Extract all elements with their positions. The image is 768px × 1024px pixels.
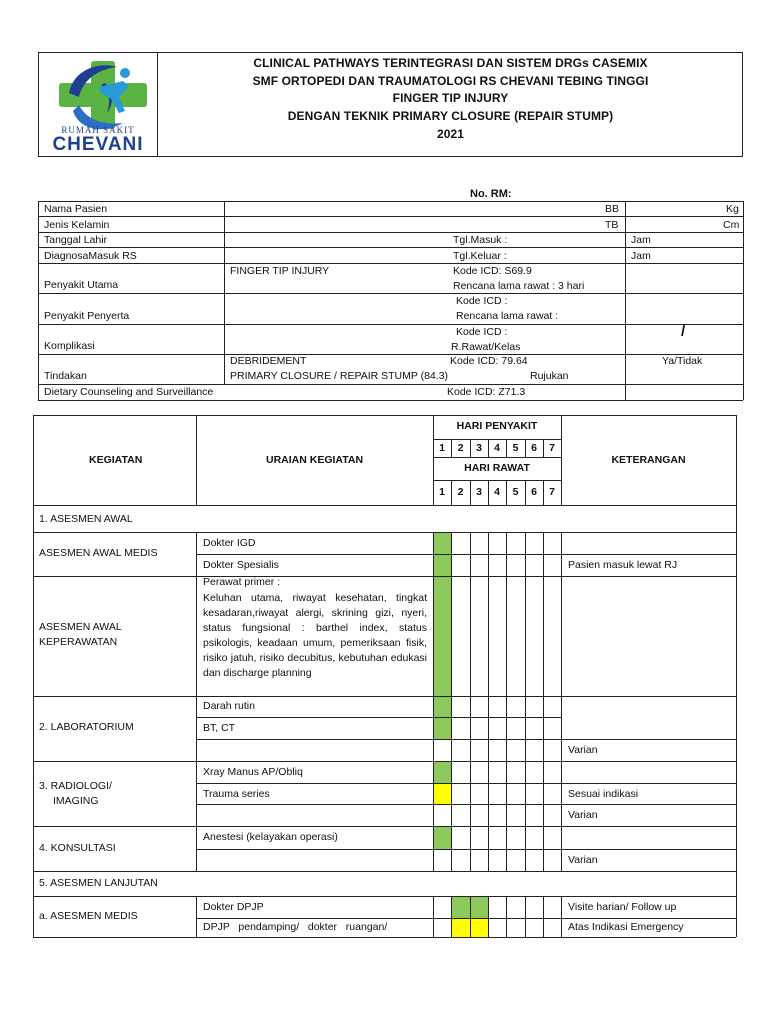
- logo-cell: [39, 53, 158, 156]
- kg-label: Kg: [726, 203, 739, 215]
- varian-radiologi: Varian: [568, 809, 598, 821]
- section-asesmen-awal: 1. ASESMEN AWAL: [39, 513, 133, 525]
- jenis-kelamin-label: Jenis Kelamin: [44, 219, 110, 231]
- penyakit-utama-label: Penyakit Utama: [44, 279, 119, 291]
- hari-penyakit-header: HARI PENYAKIT: [456, 420, 538, 432]
- kegiatan-header: KEGIATAN: [89, 454, 143, 466]
- jam-masuk-label: Jam: [631, 234, 651, 246]
- rawat-kelas-slash: /: [681, 323, 686, 340]
- perawat-primer-detail: Keluhan utama, riwayat kesehatan, tingkat kesadaran,riwayat alergi, skrining gizi, nyeri, status fungsional : barthel index, status psikologis, keadaan umum, pemeriksaan fisik, risiko jatuh, risiko decubitus, kebutuhan edukasi dan discharge planning: [203, 592, 427, 680]
- rencana-lama-rawat-penyerta: Rencana lama rawat :: [456, 310, 559, 322]
- uraian-header: URAIAN KEGIATAN: [266, 454, 364, 466]
- title-line-1: CLINICAL PATHWAYS TERINTEGRASI DAN SISTEM DRGs CASEMIX: [253, 56, 648, 70]
- asesmen-keperawatan-label-1: ASESMEN AWAL: [39, 621, 122, 633]
- anestesi: Anestesi (kelayakan operasi): [203, 831, 338, 843]
- tgl-keluar-label: Tgl.Keluar :: [453, 250, 507, 262]
- sesuai-indikasi-note: Sesuai indikasi: [568, 788, 639, 800]
- komplikasi-label: Komplikasi: [44, 340, 95, 352]
- title-cell: [159, 53, 742, 156]
- cm-label: Cm: [723, 219, 740, 231]
- bt-ct: BT, CT: [203, 722, 236, 734]
- hari-penyakit-day-4: 4: [494, 442, 500, 454]
- section-asesmen-lanjutan: 5. ASESMEN LANJUTAN: [39, 877, 158, 889]
- konsultasi-label: 4. KONSULTASI: [39, 842, 116, 854]
- title-line-5: 2021: [436, 127, 465, 141]
- finger-tip-value: FINGER TIP INJURY: [230, 265, 330, 277]
- title-line-3: FINGER TIP INJURY: [392, 91, 509, 105]
- asesmen-medis-label: a. ASESMEN MEDIS: [39, 910, 138, 922]
- dokter-dpjp: Dokter DPJP: [203, 901, 264, 913]
- hari-rawat-day-2: 2: [457, 486, 464, 498]
- penyakit-penyerta-label: Penyakit Penyerta: [44, 310, 130, 322]
- no-rm-label: No. RM:: [470, 188, 512, 200]
- kode-icd-tindakan: Kode ICD: 79.64: [450, 355, 528, 367]
- bb-label: BB: [605, 203, 620, 215]
- hari-penyakit-day-7: 7: [549, 442, 555, 454]
- hari-rawat-header: HARI RAWAT: [464, 462, 530, 474]
- debridement-value: DEBRIDEMENT: [230, 355, 307, 367]
- hari-rawat-day-3: 3: [476, 486, 482, 498]
- hari-rawat-day-6: 6: [531, 486, 537, 498]
- hari-penyakit-day-3: 3: [476, 442, 482, 454]
- hari-penyakit-day-6: 6: [531, 442, 537, 454]
- title-line-2: SMF ORTOPEDI DAN TRAUMATOLOGI RS CHEVANI TEBING TINGGI: [252, 74, 649, 88]
- hari-rawat-day-1: 1: [439, 486, 445, 498]
- asesmen-awal-medis-label: ASESMEN AWAL MEDIS: [39, 547, 158, 559]
- laboratorium-label: 2. LABORATORIUM: [39, 721, 134, 733]
- kode-icd-komplikasi: Kode ICD :: [456, 326, 508, 338]
- dietary-label: Dietary Counseling and Surveillance: [44, 386, 214, 398]
- darah-rutin: Darah rutin: [203, 700, 255, 712]
- radiologi-label-2: IMAGING: [53, 795, 99, 807]
- title-line-4: DENGAN TEKNIK PRIMARY CLOSURE (REPAIR STUMP): [287, 109, 614, 123]
- hari-penyakit-day-2: 2: [457, 442, 464, 454]
- document-header: [38, 52, 743, 157]
- kode-icd-utama: Kode ICD: S69.9: [453, 265, 532, 277]
- dokter-spesialis: Dokter Spesialis: [203, 559, 279, 571]
- clinical-pathway-table: [33, 415, 736, 937]
- rencana-lama-rawat-utama: Rencana lama rawat : 3 hari: [453, 280, 585, 292]
- hari-rawat-day-7: 7: [549, 486, 555, 498]
- pasien-masuk-note: Pasien masuk lewat RJ: [568, 559, 678, 571]
- logo-text-large: CHEVANI: [52, 134, 144, 155]
- visite-harian-note: Visite harian/ Follow up: [568, 901, 677, 913]
- varian-konsultasi: Varian: [568, 854, 598, 866]
- tb-label: TB: [605, 219, 619, 231]
- hari-rawat-day-5: 5: [512, 486, 519, 498]
- kode-icd-dietary: Kode ICD: Z71.3: [447, 386, 526, 398]
- dpjp-pendamping: DPJP pendamping/ dokter ruangan/: [203, 921, 388, 933]
- asesmen-keperawatan-label-2: KEPERAWATAN: [39, 636, 118, 648]
- diagnosa-label: DiagnosaMasuk RS: [44, 250, 137, 262]
- hari-penyakit-day-1: 1: [439, 442, 445, 454]
- dokter-igd: Dokter IGD: [203, 537, 256, 549]
- radiologi-label-1: 3. RADIOLOGI/: [39, 780, 112, 792]
- perawat-primer-label: Perawat primer :: [203, 576, 281, 588]
- keterangan-header: KETERANGAN: [611, 454, 686, 466]
- ya-tidak-label: Ya/Tidak: [662, 355, 703, 367]
- varian-laboratorium: Varian: [568, 744, 598, 756]
- rujukan-label: Rujukan: [530, 370, 569, 382]
- nama-pasien-label: Nama Pasien: [44, 203, 108, 215]
- atas-indikasi-note: Atas Indikasi Emergency: [568, 921, 684, 933]
- trauma-series: Trauma series: [203, 788, 270, 800]
- primary-closure-value: PRIMARY CLOSURE / REPAIR STUMP (84.3): [230, 370, 449, 382]
- tindakan-label: Tindakan: [44, 370, 87, 382]
- tanggal-lahir-label: Tanggal Lahir: [44, 234, 108, 246]
- hari-rawat-day-4: 4: [494, 486, 500, 498]
- xray-manus: Xray Manus AP/Obliq: [203, 766, 303, 778]
- logo-text-small: RUMAH SAKIT: [61, 125, 135, 135]
- patient-info-table: [38, 201, 743, 400]
- kode-icd-penyerta: Kode ICD :: [456, 295, 508, 307]
- hari-penyakit-day-5: 5: [512, 442, 519, 454]
- rawat-kelas-label: R.Rawat/Kelas: [451, 341, 521, 353]
- jam-keluar-label: Jam: [631, 250, 651, 262]
- tgl-masuk-label: Tgl.Masuk :: [453, 234, 508, 246]
